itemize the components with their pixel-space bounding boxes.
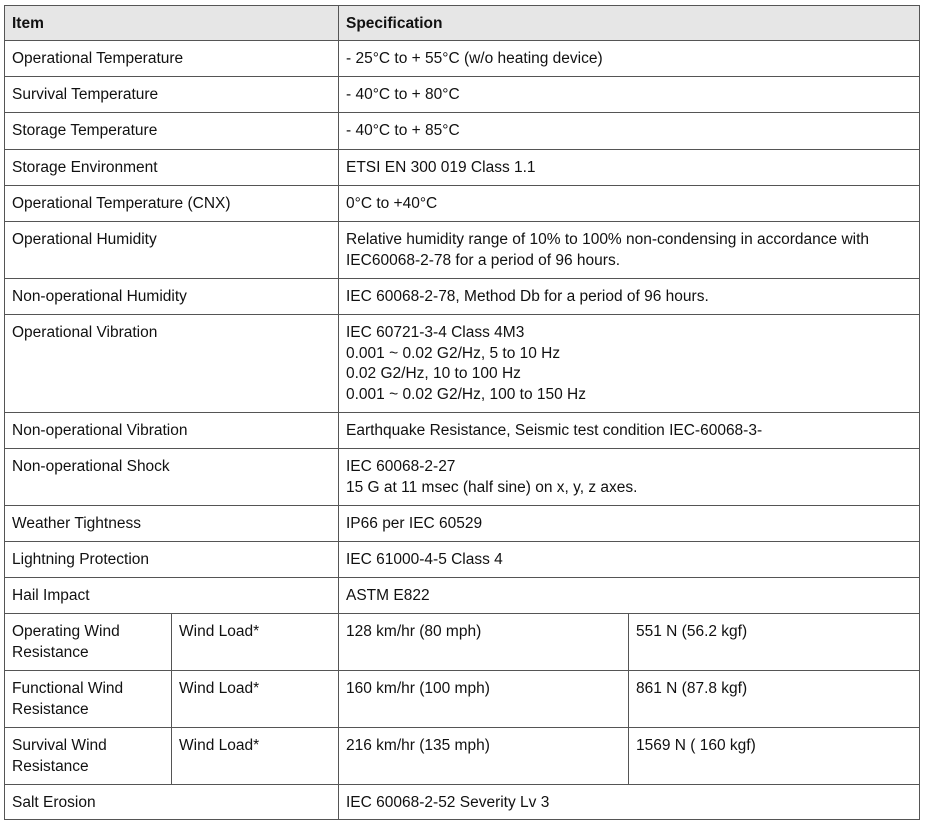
wind-item: Survival Wind Resistance <box>5 728 172 785</box>
table-row <box>5 186 920 222</box>
row-spec: - 40°C to + 85°C <box>339 113 920 150</box>
wind-speed: 128 km/hr (80 mph) <box>339 614 629 671</box>
header-specification: Specification <box>339 6 920 41</box>
wind-item: Operating Wind Resistance <box>5 614 172 671</box>
wind-force: 551 N (56.2 kgf) <box>629 614 920 671</box>
table-row <box>5 113 920 150</box>
row-spec: - 40°C to + 80°C <box>339 77 920 113</box>
row-item: Operational Temperature <box>5 41 339 77</box>
wind-row <box>5 671 920 728</box>
table-header-row <box>5 6 920 41</box>
row-spec: Earthquake Resistance, Seismic test condition IEC-60068-3- <box>339 413 920 449</box>
row-item: Operational Vibration <box>5 315 339 413</box>
wind-row <box>5 728 920 785</box>
row-spec: IEC 60068-2-27 15 G at 11 msec (half sine) on x, y, z axes. <box>339 449 920 506</box>
table-row <box>5 542 920 578</box>
row-item: Non-operational Shock <box>5 449 339 506</box>
table-row <box>5 279 920 315</box>
row-spec: IEC 61000-4-5 Class 4 <box>339 542 920 578</box>
wind-speed: 160 km/hr (100 mph) <box>339 671 629 728</box>
wind-item: Functional Wind Resistance <box>5 671 172 728</box>
row-item: Survival Temperature <box>5 77 339 113</box>
specification-table <box>4 5 920 820</box>
table-row <box>5 785 920 820</box>
row-spec: Relative humidity range of 10% to 100% non-condensing in accordance with IEC60068-2-78 for a period of 96 hours. <box>339 222 920 279</box>
header-item: Item <box>5 6 339 41</box>
row-item: Hail Impact <box>5 578 339 614</box>
row-spec: ETSI EN 300 019 Class 1.1 <box>339 150 920 186</box>
wind-row <box>5 614 920 671</box>
row-spec: 0°C to +40°C <box>339 186 920 222</box>
row-item: Non-operational Vibration <box>5 413 339 449</box>
row-item: Lightning Protection <box>5 542 339 578</box>
wind-force: 1569 N ( 160 kgf) <box>629 728 920 785</box>
table-row <box>5 449 920 506</box>
row-spec: IP66 per IEC 60529 <box>339 506 920 542</box>
table-row <box>5 150 920 186</box>
row-item: Storage Environment <box>5 150 339 186</box>
row-item: Weather Tightness <box>5 506 339 542</box>
table-row <box>5 578 920 614</box>
row-item: Non-operational Humidity <box>5 279 339 315</box>
row-item: Storage Temperature <box>5 113 339 150</box>
table-row <box>5 222 920 279</box>
row-item: Operational Humidity <box>5 222 339 279</box>
row-spec: IEC 60721-3-4 Class 4M3 0.001 ~ 0.02 G2/Hz, 5 to 10 Hz 0.02 G2/Hz, 10 to 100 Hz 0.001 ~ 0.02 G2/Hz, 100 to 150 Hz <box>339 315 920 413</box>
row-spec: - 25°C to + 55°C (w/o heating device) <box>339 41 920 77</box>
wind-sub: Wind Load* <box>172 728 339 785</box>
table-row <box>5 413 920 449</box>
table-row <box>5 41 920 77</box>
row-spec: IEC 60068-2-52 Severity Lv 3 <box>339 785 920 820</box>
table-row <box>5 315 920 413</box>
wind-sub: Wind Load* <box>172 614 339 671</box>
wind-speed: 216 km/hr (135 mph) <box>339 728 629 785</box>
row-item: Operational Temperature (CNX) <box>5 186 339 222</box>
wind-sub: Wind Load* <box>172 671 339 728</box>
wind-force: 861 N (87.8 kgf) <box>629 671 920 728</box>
row-spec: IEC 60068-2-78, Method Db for a period of 96 hours. <box>339 279 920 315</box>
row-spec: ASTM E822 <box>339 578 920 614</box>
row-item: Salt Erosion <box>5 785 339 820</box>
table-row <box>5 77 920 113</box>
table-row <box>5 506 920 542</box>
